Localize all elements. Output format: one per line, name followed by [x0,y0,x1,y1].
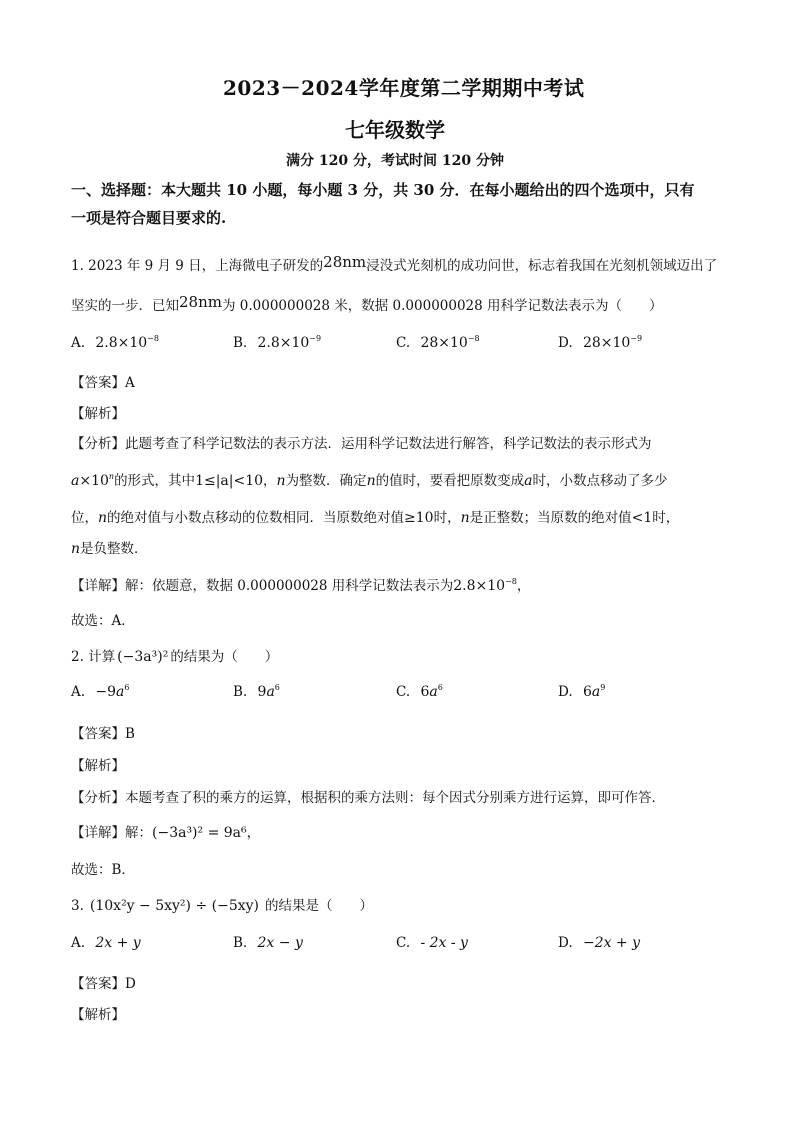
q2-option-c[interactable]: C. $6a^6$ [396,683,443,700]
section-heading-line2: 一项是符合题目要求的. [71,209,227,227]
q3-option-b[interactable]: B. 2x − y [233,935,303,951]
q3-option-c[interactable]: C. - 2x - y [396,935,468,951]
q1-fenxi-line2: $a\times 10^n$的形式，其中1≤|a|<10，n为整数．确定n的值时，要看把原数变成a时，小数点移动了多少 [71,472,668,489]
section-heading-line1: 一、选择题：本大题共 10 小题，每小题 3 分，共 30 分．在每小题给出的四个选项中，只有 [71,181,695,199]
q2-stem: 2. 计算 (−3a³)² 的结果为（ ） [71,649,279,665]
q2-detail: 【详解】解：(−3a³)² = 9a⁶， [71,825,261,841]
q2-analysis-tag: 【解析】 [71,758,125,774]
q1-fenxi-line3: 位，n的绝对值与小数点移动的位数相同．当原数绝对值≥10时，n是正整数；当原数的绝对值<1时， [71,510,680,526]
q1-stem-line2: 坚实的一步．已知28nm为 0.000000028 米，数据 0.000000028 用科学记数法表示为（ ） [71,293,663,314]
exam-subtitle: 七年级数学 [345,118,445,142]
q2-fenxi: 【分析】本题考查了积的乘方的运算，根据积的乘方法则：每个因式分别乘方进行运算，即可作答． [71,790,665,806]
q1-stem-line1: 1. 2023 年 9 月 9 日，上海微电子研发的28nm浸没式光刻机的成功问世，标志着我国在光刻机领域迈出了 [71,253,718,274]
q1-option-b[interactable]: B. $2.8\times 10^{-9}$ [233,334,322,351]
q1-option-c[interactable]: C. $28\times 10^{-8}$ [396,334,480,351]
q3-analysis-tag: 【解析】 [71,1007,125,1023]
q2-detail-expression: (−3a³)² = 9a⁶ [152,825,247,841]
q3-answer: 【答案】D [71,976,136,992]
q1-fenxi-line1: 【分析】此题考查了科学记数法的表示方法．运用科学记数法进行解答，科学记数法的表示形式为 [71,436,652,452]
q2-option-b[interactable]: B. $9a^6$ [233,683,280,700]
q1-detail: 【详解】解：依题意，数据 0.000000028 用科学记数法表示为$2.8\times 10^{-8}$， [71,577,531,594]
exam-title: 2023－2024学年度第二学期期中考试 [223,76,585,100]
q1-option-a[interactable]: A. $2.8\times 10^{-8}$ [71,334,159,351]
q1-choose: 故选：A． [71,613,135,629]
score-line: 满分 120 分，考试时间 120 分钟 [286,153,504,169]
q1-analysis-tag: 【解析】 [71,406,125,422]
q2-answer: 【答案】B [71,726,135,742]
q1-answer: 【答案】A [71,375,135,391]
section-heading [71,176,731,232]
q3-expression: (10x²y − 5xy²) ÷ (−5xy) [89,898,259,914]
q1-28nm-2: 28nm [179,293,222,311]
q1-fenxi-line4: n是负整数． [71,541,148,557]
q2-choose: 故选：B． [71,862,135,878]
q2-option-a[interactable]: A. $-9a^6$ [71,683,130,700]
q3-option-d[interactable]: D. −2x + y [558,935,641,951]
q1-option-d[interactable]: D. $28\times 10^{-9}$ [558,334,643,351]
q2-expression: (−3a³)² [117,649,169,665]
q3-stem: 3. (10x²y − 5xy²) ÷ (−5xy) 的结果是（ ） [71,898,373,914]
q1-28nm-1: 28nm [323,253,367,271]
q2-option-d[interactable]: D. $6a^9$ [558,683,606,700]
q3-option-a[interactable]: A. 2x + y [71,935,141,951]
